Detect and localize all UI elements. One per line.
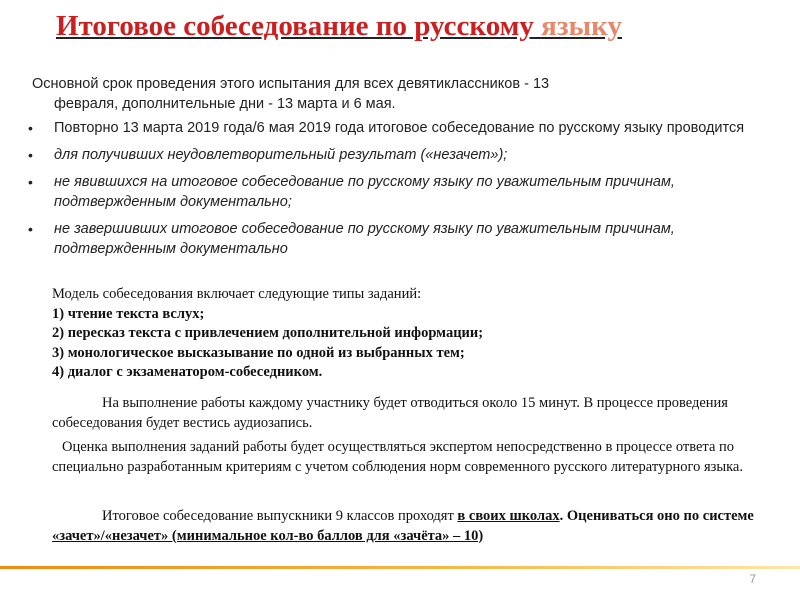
list-item xyxy=(28,172,748,212)
final-text-system: «зачет»/«незачет» (минимальное кол-во баллов для «зачёта» – 10) xyxy=(52,527,484,544)
evaluation-paragraph-text: Оценка выполнения заданий работы будет осуществляться экспертом непосредственно в процессе ответа по специально разработанным критериям с учетом соблюдения норм современного русского литературного языка. xyxy=(52,439,743,475)
intro-line-1: Основной срок проведения этого испытания для всех девятиклассников - 13 xyxy=(32,76,550,92)
list-item-text: для получивших неудовлетворительный результат («незачет»); xyxy=(54,147,508,163)
task-item-2: 2) пересказ текста с привлечением дополнительной информации; xyxy=(52,325,484,341)
intro-paragraph xyxy=(32,74,692,114)
time-paragraph-text: На выполнение работы каждому участнику будет отводиться около 15 минут. В процессе проведения собеседования будет вестись аудиозапись. xyxy=(52,395,728,431)
list-item xyxy=(28,145,748,165)
list-item-text: Повторно 13 марта 2019 года/6 мая 2019 года итоговое собеседование по русскому языку проводится xyxy=(54,120,745,136)
list-item-text: не явившихся на итоговое собеседование по русскому языку по уважительным причинам, подтвержденным документально; xyxy=(54,174,675,210)
footer-divider xyxy=(0,566,800,569)
task-item-3: 3) монологическое высказывание по одной из выбранных тем; xyxy=(52,344,465,361)
conditions-list xyxy=(28,118,748,266)
final-paragraph xyxy=(52,507,772,546)
list-item xyxy=(28,219,748,259)
page-number: 7 xyxy=(749,572,756,586)
list-item-text: не завершивших итоговое собеседование по русскому языку по уважительным причинам, подтвержденным документально xyxy=(54,221,675,257)
task-item-4: 4) диалог с экзаменатором-собеседником. xyxy=(52,364,323,380)
slide-title xyxy=(56,10,776,43)
task-item-1: 1) чтение текста вслух; xyxy=(52,305,205,322)
intro-line-2: февраля, дополнительные дни - 13 марта и 6 мая. xyxy=(54,96,396,112)
model-intro: Модель собеседования включает следующие типы заданий: xyxy=(52,286,422,302)
bullet-icon: • xyxy=(28,120,33,136)
evaluation-paragraph xyxy=(52,438,772,477)
slide-title-main: Итоговое собеседование по русскому xyxy=(56,10,542,42)
list-item xyxy=(28,118,748,138)
slide-title-fade: языку xyxy=(541,10,622,42)
bullet-icon: • xyxy=(28,147,33,163)
final-text-c: . Оцениваться оно по системе xyxy=(559,508,754,524)
final-text-a: Итоговое собеседование выпускники 9 классов проходят xyxy=(102,508,458,524)
final-text-schools: в своих школах xyxy=(457,508,560,524)
bullet-icon: • xyxy=(28,174,33,190)
bullet-icon: • xyxy=(28,221,33,237)
time-paragraph xyxy=(52,394,772,433)
interview-model xyxy=(52,285,772,383)
